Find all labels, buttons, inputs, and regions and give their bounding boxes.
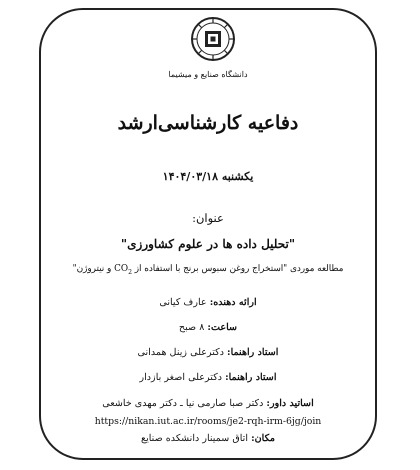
presenter-value: عارف کیانی [159,297,210,308]
referees-line [41,398,375,409]
advisor2-line [41,372,375,383]
referees-value: دکتر صبا صارمی نیا ـ دکتر مهدی خاشعی [102,398,267,409]
university-logo-icon [190,16,236,62]
referees-label: اساتید داور: [266,398,314,409]
co2-subscript: 2 [128,268,132,276]
thesis-title: "تحلیل داده ها در علوم کشاورزی" [120,237,296,251]
place-label: مکان: [251,433,276,444]
advisor2-value: دکترعلی اصغر بازدار [139,372,226,383]
advisor1-value: دکترعلی زینل همدانی [137,347,228,358]
presenter-line [41,297,375,308]
university-name: دانشگاه صنایع و میشیما [168,70,248,79]
advisor1-label: استاد راهنما: [227,347,279,358]
time-line [41,322,375,333]
time-value: ۸ صبح [178,322,208,333]
advisor1-line [41,347,375,358]
time-label: ساعت: [207,322,238,333]
subject-label: عنوان: [192,211,224,225]
meeting-link[interactable]: https://nikan.iut.ac.ir/rooms/je2-rqh-irm-6jg/join [94,416,322,427]
case-study-after: و نیتروژن" [72,264,115,274]
date-line: یکشنبه ۱۴۰۴/۰۳/۱۸ [162,170,254,183]
case-study-before: مطالعه موردی "استخراج روغن سبوس برنج با استفاده از [131,264,344,274]
presenter-label: ارائه دهنده: [209,297,257,308]
page-title: دفاعیه کارشناسی‌ارشد [117,112,299,134]
place-value: اتاق سمینار دانشکده صنایع [140,433,252,444]
place-line [41,433,375,444]
co2-formula [114,264,132,274]
co2-base: CO [114,264,129,274]
advisor2-label: استاد راهنما: [225,372,277,383]
case-study-line [2,264,414,276]
